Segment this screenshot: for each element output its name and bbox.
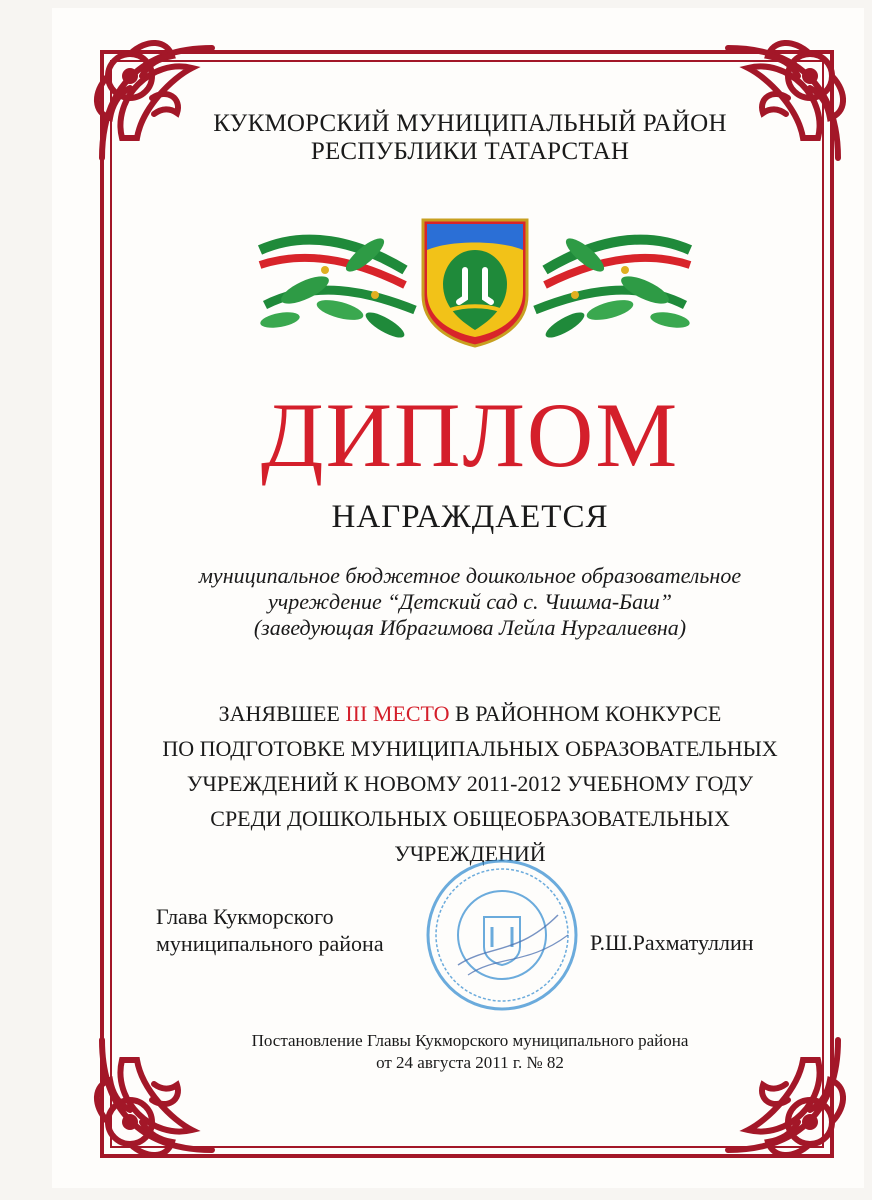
shield-icon xyxy=(423,220,527,346)
signatory-name: Р.Ш.Рахматуллин xyxy=(590,930,754,955)
recipient-line-1: муниципальное бюджетное дошкольное образовательное xyxy=(198,563,742,588)
decree-reference xyxy=(140,1030,800,1074)
wreath-left-icon xyxy=(259,233,415,342)
diploma-title: ДИПЛОМ xyxy=(260,384,680,486)
awarded-heading: НАГРАЖДАЕТСЯ xyxy=(331,499,609,535)
achievement-line-2: ПО ПОДГОТОВКЕ МУНИЦИПАЛЬНЫХ ОБРАЗОВАТЕЛЬНЫХ xyxy=(162,736,778,761)
achievement-line-1 xyxy=(140,696,800,731)
decree-line-2: от 24 августа 2011 г. № 82 xyxy=(376,1053,564,1072)
signatory-position-line-1: Глава Кукморского xyxy=(156,904,334,929)
official-stamp-icon xyxy=(418,855,586,1015)
achievement-prefix: ЗАНЯВШЕЕ xyxy=(218,701,340,726)
signatory-position xyxy=(156,903,384,957)
achievement-line-5: УЧРЕЖДЕНИЙ xyxy=(394,841,546,866)
decree-line-1: Постановление Главы Кукморского муниципального района xyxy=(251,1031,689,1050)
achievement-block xyxy=(140,696,800,871)
place-highlight: III МЕСТО xyxy=(345,701,450,726)
coat-of-arms-icon xyxy=(245,210,705,350)
issuer-header xyxy=(140,110,800,166)
achievement-line-1-suffix: В РАЙОННОМ КОНКУРСЕ xyxy=(455,701,722,726)
signatory-position-line-2: муниципального района xyxy=(156,931,384,956)
achievement-line-4: СРЕДИ ДОШКОЛЬНЫХ ОБЩЕОБРАЗОВАТЕЛЬНЫХ xyxy=(210,806,730,831)
recipient-line-2: учреждение “Детский сад с. Чишма-Баш” xyxy=(268,589,672,614)
issuer-line-2: РЕСПУБЛИКИ ТАТАРСТАН xyxy=(310,138,630,165)
recipient-block xyxy=(140,563,800,641)
recipient-line-3: (заведующая Ибрагимова Лейла Нургалиевна) xyxy=(253,615,687,640)
wreath-right-icon xyxy=(535,233,691,342)
achievement-line-3: УЧРЕЖДЕНИЙ К НОВОМУ 2011-2012 УЧЕБНОМУ ГОДУ xyxy=(186,771,754,796)
issuer-line-1: КУКМОРСКИЙ МУНИЦИПАЛЬНЫЙ РАЙОН xyxy=(213,110,727,137)
